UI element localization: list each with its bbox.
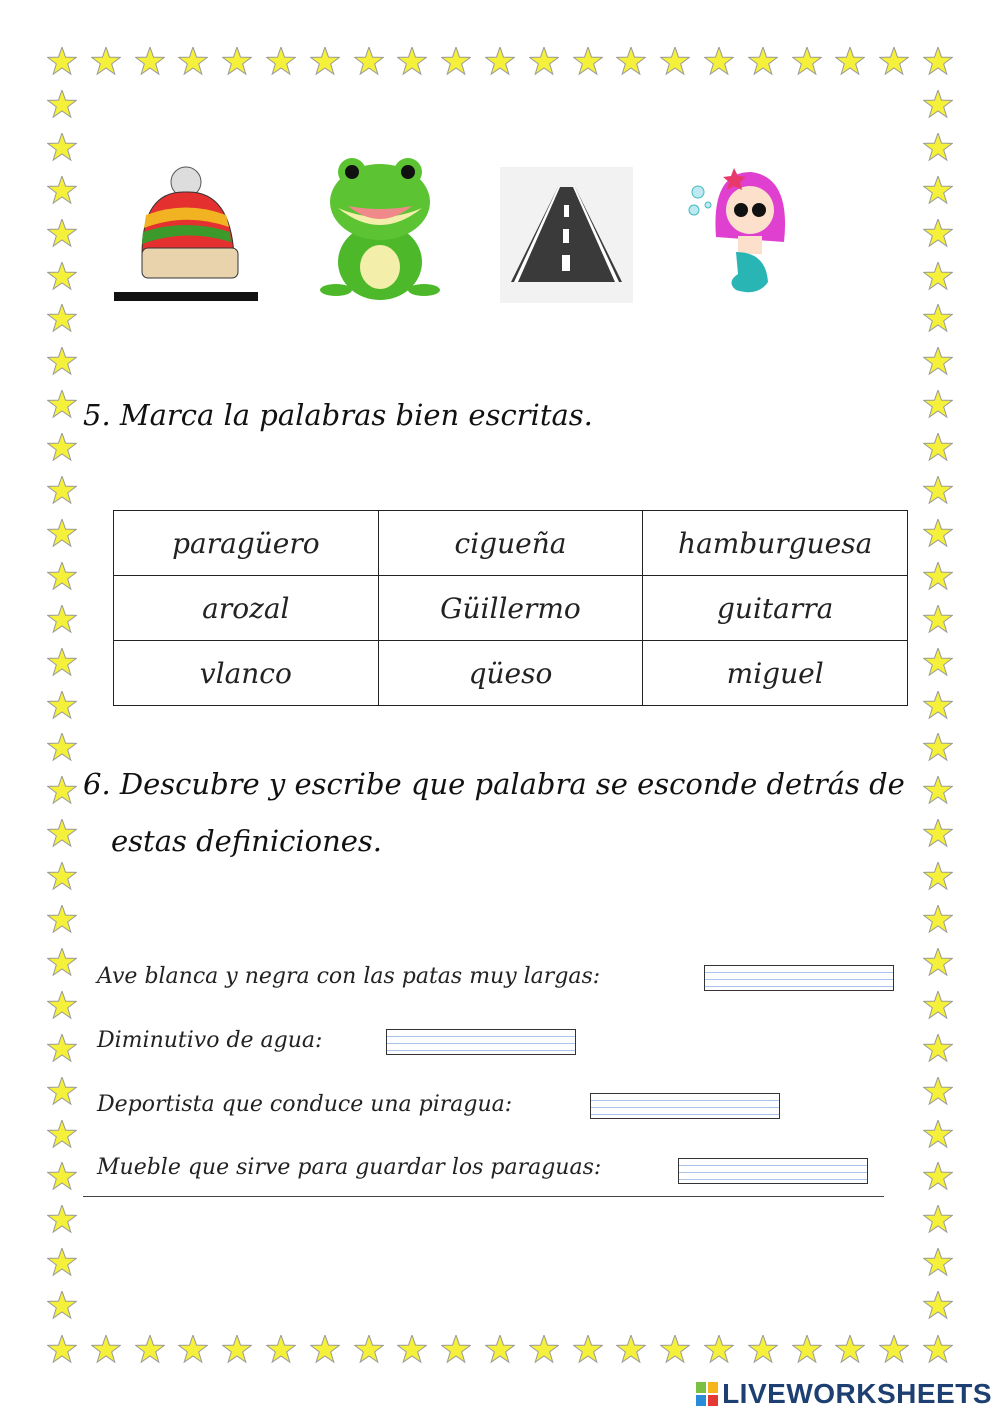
star-icon bbox=[91, 47, 121, 77]
star-icon bbox=[47, 476, 77, 506]
section-5-heading bbox=[83, 398, 593, 432]
section-number: 6. bbox=[83, 767, 111, 801]
star-icon bbox=[923, 819, 953, 849]
star-icon bbox=[923, 905, 953, 935]
star-icon bbox=[485, 1335, 515, 1365]
star-icon bbox=[222, 1335, 252, 1365]
star-icon bbox=[573, 1335, 603, 1365]
star-icon bbox=[660, 1335, 690, 1365]
star-icon bbox=[923, 304, 953, 334]
logo-text: LIVEWORKSHEETS bbox=[722, 1378, 992, 1409]
star-icon bbox=[47, 347, 77, 377]
star-icon bbox=[704, 47, 734, 77]
star-icon bbox=[923, 776, 953, 806]
answer-input[interactable] bbox=[590, 1093, 780, 1119]
star-icon bbox=[923, 1162, 953, 1192]
star-icon bbox=[748, 1335, 778, 1365]
star-icon bbox=[923, 347, 953, 377]
star-icon bbox=[47, 1205, 77, 1235]
word-cell[interactable]: hamburguesa bbox=[643, 511, 908, 576]
star-icon bbox=[923, 47, 953, 77]
star-icon bbox=[923, 948, 953, 978]
star-icon bbox=[923, 1335, 953, 1365]
star-icon bbox=[879, 47, 909, 77]
star-icon bbox=[47, 905, 77, 935]
star-icon bbox=[923, 90, 953, 120]
star-icon bbox=[47, 433, 77, 463]
star-icon bbox=[310, 47, 340, 77]
star-icon bbox=[835, 1335, 865, 1365]
answer-input[interactable] bbox=[386, 1029, 576, 1055]
star-icon bbox=[47, 691, 77, 721]
star-icon bbox=[47, 605, 77, 635]
star-icon bbox=[47, 948, 77, 978]
star-icon bbox=[923, 133, 953, 163]
road-image bbox=[500, 167, 633, 303]
star-icon bbox=[923, 262, 953, 292]
star-icon bbox=[47, 304, 77, 334]
star-icon bbox=[616, 47, 646, 77]
star-icon bbox=[923, 1034, 953, 1064]
star-icon bbox=[47, 390, 77, 420]
star-icon bbox=[47, 219, 77, 249]
star-icon bbox=[354, 1335, 384, 1365]
word-cell[interactable]: vlanco bbox=[114, 641, 379, 706]
star-icon bbox=[923, 562, 953, 592]
star-icon bbox=[923, 605, 953, 635]
definition-text: Diminutivo de agua: bbox=[97, 1028, 323, 1053]
star-icon bbox=[47, 262, 77, 292]
word-cell[interactable]: arozal bbox=[114, 576, 379, 641]
star-icon bbox=[529, 47, 559, 77]
star-icon bbox=[616, 1335, 646, 1365]
star-icon bbox=[923, 1120, 953, 1150]
star-icon bbox=[923, 1205, 953, 1235]
section-title-line-1: Descubre y escribe que palabra se esconde detrás de bbox=[119, 767, 905, 801]
star-icon bbox=[47, 648, 77, 678]
words-table bbox=[113, 510, 908, 706]
star-icon bbox=[397, 1335, 427, 1365]
star-icon bbox=[47, 133, 77, 163]
star-icon bbox=[47, 733, 77, 763]
star-icon bbox=[178, 47, 208, 77]
star-icon bbox=[923, 433, 953, 463]
word-cell[interactable]: guitarra bbox=[643, 576, 908, 641]
word-cell[interactable]: miguel bbox=[643, 641, 908, 706]
star-icon bbox=[135, 1335, 165, 1365]
word-cell[interactable]: Güillermo bbox=[378, 576, 643, 641]
star-icon bbox=[923, 691, 953, 721]
star-icon bbox=[923, 862, 953, 892]
star-icon bbox=[178, 1335, 208, 1365]
star-icon bbox=[923, 648, 953, 678]
star-icon bbox=[529, 1335, 559, 1365]
star-icon bbox=[923, 476, 953, 506]
star-icon bbox=[792, 47, 822, 77]
section-title: Marca la palabras bien escritas. bbox=[119, 398, 593, 432]
star-icon bbox=[47, 819, 77, 849]
star-icon bbox=[923, 219, 953, 249]
star-icon bbox=[91, 1335, 121, 1365]
star-icon bbox=[266, 47, 296, 77]
live-badge-icon bbox=[696, 1382, 718, 1406]
star-icon bbox=[441, 1335, 471, 1365]
section-6-heading bbox=[83, 767, 905, 801]
word-cell[interactable]: qüeso bbox=[378, 641, 643, 706]
table-row bbox=[114, 576, 908, 641]
section-6-heading-line-2: estas definiciones. bbox=[111, 824, 383, 858]
star-icon bbox=[704, 1335, 734, 1365]
star-icon bbox=[47, 1335, 77, 1365]
star-icon bbox=[923, 176, 953, 206]
star-icon bbox=[923, 390, 953, 420]
answer-input[interactable] bbox=[704, 965, 894, 991]
star-icon bbox=[47, 1120, 77, 1150]
star-icon bbox=[923, 991, 953, 1021]
star-icon bbox=[923, 1248, 953, 1278]
star-icon bbox=[47, 1248, 77, 1278]
star-icon bbox=[47, 1162, 77, 1192]
star-icon bbox=[47, 776, 77, 806]
star-icon bbox=[47, 519, 77, 549]
definition-text: Deportista que conduce una piragua: bbox=[97, 1092, 513, 1117]
star-icon bbox=[266, 1335, 296, 1365]
star-icon bbox=[354, 47, 384, 77]
word-cell[interactable]: cigueña bbox=[378, 511, 643, 576]
star-icon bbox=[792, 1335, 822, 1365]
star-icon bbox=[310, 1335, 340, 1365]
star-icon bbox=[923, 1291, 953, 1321]
star-icon bbox=[923, 733, 953, 763]
star-icon bbox=[47, 862, 77, 892]
frog-image bbox=[318, 152, 442, 304]
table-row bbox=[114, 641, 908, 706]
star-icon bbox=[573, 47, 603, 77]
hat-image bbox=[112, 160, 260, 305]
word-cell[interactable]: paragüero bbox=[114, 511, 379, 576]
answer-input[interactable] bbox=[678, 1158, 868, 1184]
star-icon bbox=[835, 47, 865, 77]
star-icon bbox=[441, 47, 471, 77]
star-icon bbox=[47, 1291, 77, 1321]
star-icon bbox=[879, 1335, 909, 1365]
section-number: 5. bbox=[83, 398, 111, 432]
star-icon bbox=[748, 47, 778, 77]
definition-text: Mueble que sirve para guardar los paraguas: bbox=[97, 1155, 602, 1180]
divider-line bbox=[83, 1196, 884, 1197]
liveworksheets-logo bbox=[696, 1378, 992, 1410]
table-row bbox=[114, 511, 908, 576]
star-icon bbox=[47, 47, 77, 77]
star-icon bbox=[923, 1077, 953, 1107]
star-icon bbox=[222, 47, 252, 77]
star-icon bbox=[47, 90, 77, 120]
star-icon bbox=[47, 991, 77, 1021]
star-icon bbox=[485, 47, 515, 77]
mermaid-image bbox=[686, 162, 796, 302]
star-icon bbox=[660, 47, 690, 77]
star-icon bbox=[47, 562, 77, 592]
definition-text: Ave blanca y negra con las patas muy largas: bbox=[97, 964, 601, 989]
star-icon bbox=[135, 47, 165, 77]
star-icon bbox=[47, 1077, 77, 1107]
star-icon bbox=[397, 47, 427, 77]
star-icon bbox=[923, 519, 953, 549]
star-icon bbox=[47, 176, 77, 206]
star-icon bbox=[47, 1034, 77, 1064]
